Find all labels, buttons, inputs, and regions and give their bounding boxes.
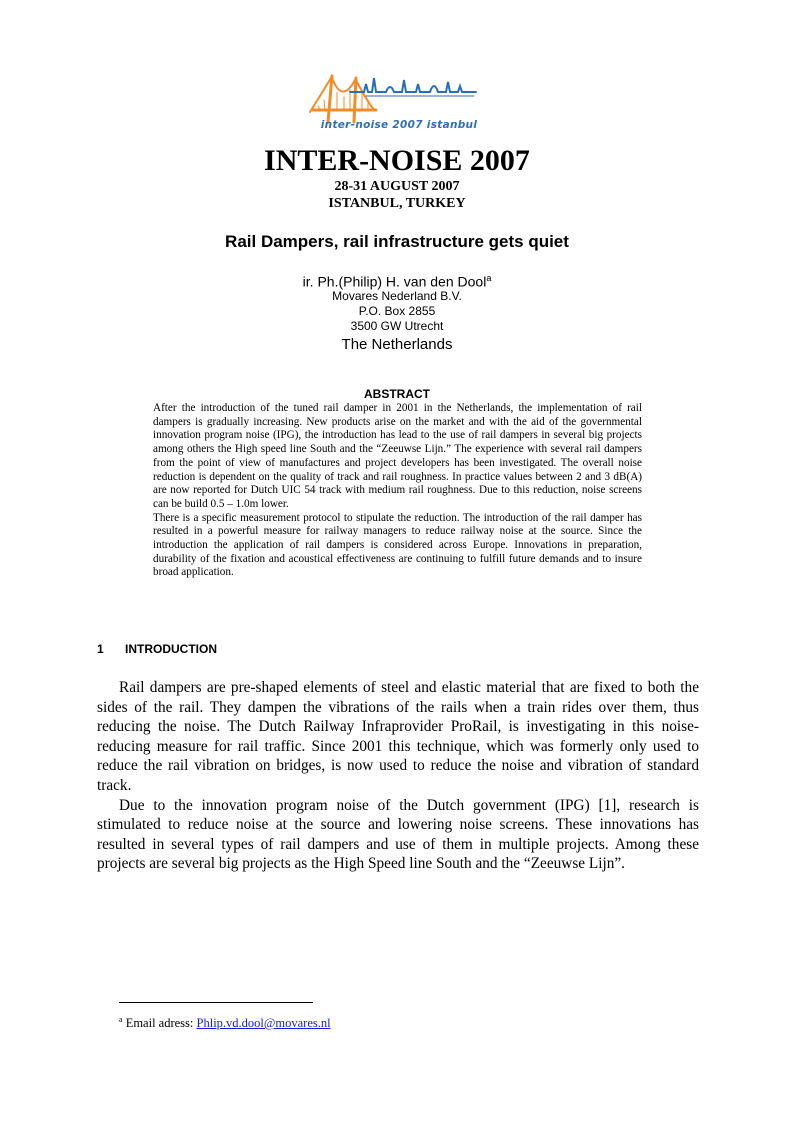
abstract-paragraph: After the introduction of the tuned rail damper in 2001 in the Netherlands, the implementation of rail dampers is gradually increasing. New products arise on the market and with the aid of the governmental innovation program noise (IPG), the introduction has lead to the use of rail dampers in several big projects among others the High speed line South and the “Zeeuwse Lijn.” The experience with several rail dampers from the point of view of manufactures and project developers has been investigated. The overall noise reduction is dependent on the quality of track and rail roughness. In practice values between 2 and 3 dB(A) are now reported for Dutch UIC 54 track with medium rail roughness. Due to this reduction, noise screens can be build 0.5 – 1.0m lower. bbox=[153, 402, 642, 510]
section-body bbox=[97, 678, 699, 874]
logo-caption: inter-noise 2007 istanbul bbox=[320, 119, 478, 131]
abstract-paragraph: There is a specific measurement protocol to stipulate the reduction. The introduction of the rail damper has resulted in a powerful measure for railway managers to reduce railway noise at the source. Since the introduction the application of rail dampers is considered across Europe. Innovations in preparation, durability of the fixation and acoustical effectiveness are continuing to fulfill future demands and to insure broad application. bbox=[153, 511, 642, 579]
email-link[interactable]: Phlip.vd.dool@movares.nl bbox=[196, 1016, 331, 1031]
author-name: ir. Ph.(Philip) H. van den Dool bbox=[302, 273, 487, 290]
conference-title: INTER-NOISE 2007 bbox=[264, 144, 530, 177]
section-heading bbox=[97, 642, 497, 656]
author-footnote-marker: a bbox=[486, 273, 492, 283]
footnote-rule bbox=[119, 1002, 313, 1003]
section-number: 1 bbox=[97, 642, 104, 656]
paper-title: Rail Dampers, rail infrastructure gets quiet bbox=[225, 232, 569, 251]
abstract-heading: ABSTRACT bbox=[364, 387, 430, 401]
author-line bbox=[0, 269, 794, 291]
footnote-marker: a bbox=[119, 1015, 123, 1024]
section-title: INTRODUCTION bbox=[125, 642, 217, 656]
body-paragraph: Due to the innovation program noise of the Dutch government (IPG) [1], research is stimulated to reduce noise at the source and lowering noise screens. These innovations has resulted in several types of rail dampers and use of them in multiple projects. Among these projects are several big projects as the High Speed line South and the “Zeeuwse Lijn”. bbox=[97, 796, 699, 873]
affiliation-city: 3500 GW Utrecht bbox=[350, 319, 444, 333]
footnote bbox=[119, 1012, 619, 1031]
skyline-icon bbox=[350, 78, 476, 96]
abstract-body bbox=[153, 402, 642, 580]
body-paragraph: Rail dampers are pre-shaped elements of steel and elastic material that are fixed to both the sides of the rail. They dampen the vibrations of the rails when a train rides over them, thus reducing the noise. The Dutch Railway Infraprovider ProRail, is investigating in this noise-reducing measure for rail traffic. Since 2001 this technique, which was formerly only used to reduce the rail vibration on bridges, is now used to reduce the noise and vibration of standard track. bbox=[97, 679, 699, 794]
affiliation-org: Movares Nederland B.V. bbox=[332, 289, 462, 303]
bridge-icon bbox=[310, 76, 376, 122]
conference-location: ISTANBUL, TURKEY bbox=[328, 196, 466, 211]
affiliation-box: P.O. Box 2855 bbox=[358, 304, 436, 318]
affiliation-country: The Netherlands bbox=[341, 336, 453, 353]
conference-dates: 28-31 AUGUST 2007 bbox=[334, 179, 460, 194]
footnote-label: Email adress: bbox=[125, 1016, 194, 1031]
